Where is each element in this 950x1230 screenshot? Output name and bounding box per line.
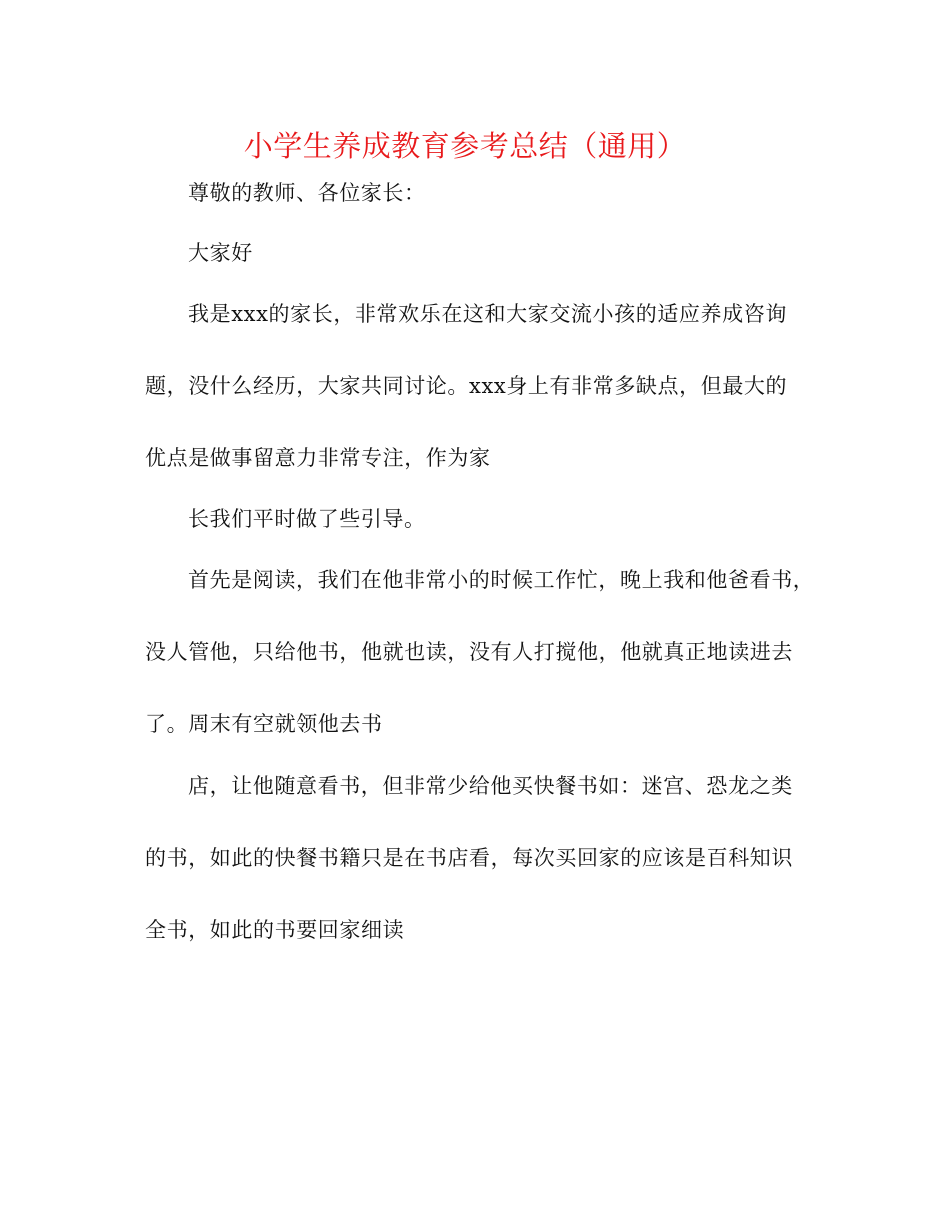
paragraph-line: 我是xxx的家长，非常欢乐在这和大家交流小孩的适应养成咨询 bbox=[188, 302, 787, 326]
paragraph-line: 长我们平时做了些引导。 bbox=[188, 507, 426, 531]
greeting-line: 尊敬的教师、各位家长： bbox=[188, 181, 426, 205]
paragraph-line: 全书，如此的书要回家细读 bbox=[145, 918, 405, 942]
paragraph-line: 没人管他，只给他书，他就也读，没有人打搅他，他就真正地读进去 bbox=[145, 640, 793, 664]
paragraph-line: 的书，如此的快餐书籍只是在书店看，每次买回家的应该是百科知识 bbox=[145, 846, 793, 870]
paragraph-line: 了。周末有空就领他去书 bbox=[145, 712, 383, 736]
document-title: 小学生养成教育参考总结（通用） bbox=[243, 129, 687, 163]
paragraph-line: 优点是做事留意力非常专注，作为家 bbox=[145, 446, 491, 470]
paragraph-line: 店，让他随意看书，但非常少给他买快餐书如：迷宫、恐龙之类 bbox=[188, 774, 793, 798]
salutation-line: 大家好 bbox=[188, 241, 253, 265]
paragraph-line: 题，没什么经历，大家共同讨论。xxx身上有非常多缺点，但最大的 bbox=[145, 374, 788, 398]
paragraph-line: 首先是阅读，我们在他非常小的时候工作忙，晚上我和他爸看书， bbox=[188, 568, 815, 592]
